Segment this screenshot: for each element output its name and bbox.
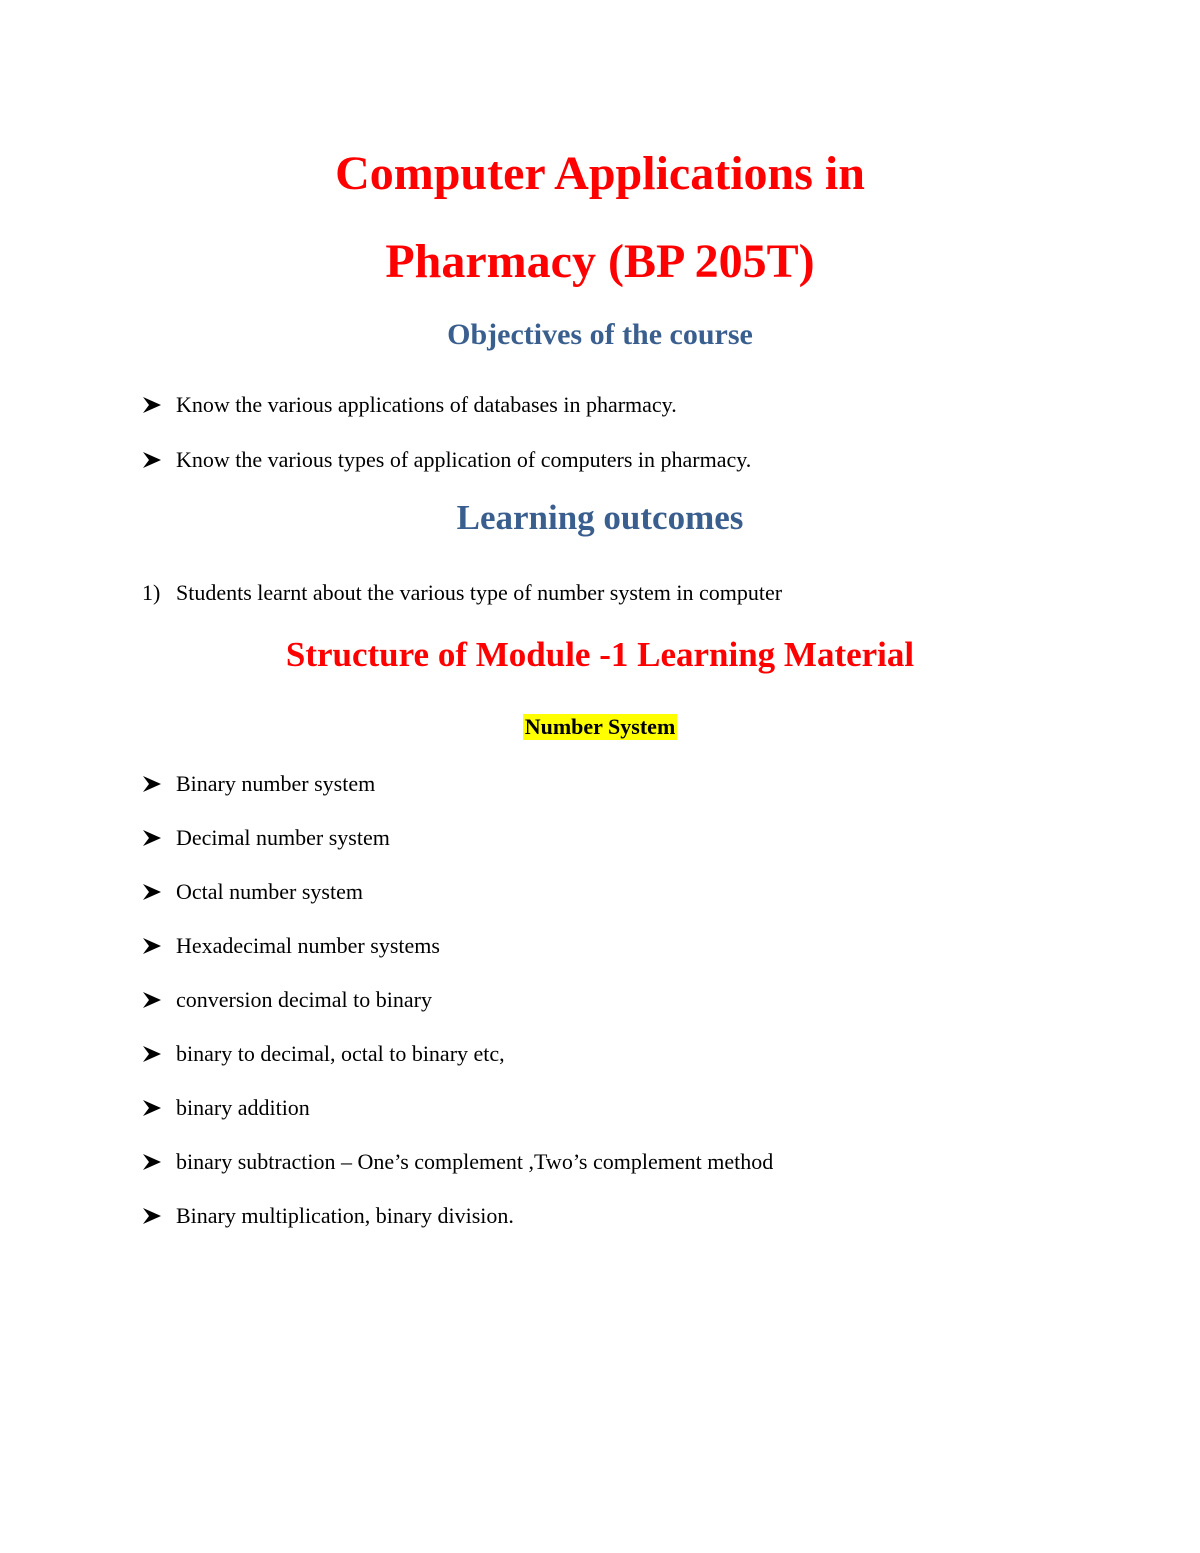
structure-item: Octal number system xyxy=(142,881,363,903)
arrow-bullet-icon xyxy=(142,827,176,849)
number-system-subheading: Number System xyxy=(524,714,676,739)
arrow-bullet-icon xyxy=(142,935,176,957)
objectives-heading: Objectives of the course xyxy=(447,318,753,351)
arrow-bullet-icon xyxy=(142,449,176,471)
structure-item: binary addition xyxy=(142,1097,310,1119)
structure-item: Binary multiplication, binary division. xyxy=(142,1205,514,1227)
structure-item: Hexadecimal number systems xyxy=(142,935,440,957)
structure-item: Decimal number system xyxy=(142,827,390,849)
document-title-line-1: Computer Applications in xyxy=(335,147,865,200)
arrow-bullet-icon xyxy=(142,881,176,903)
structure-item: binary subtraction – One’s complement ,Two’s complement method xyxy=(142,1151,773,1173)
arrow-bullet-icon xyxy=(142,1097,176,1119)
structure-item: Binary number system xyxy=(142,773,375,795)
arrow-bullet-icon xyxy=(142,1151,176,1173)
arrow-bullet-icon xyxy=(142,1205,176,1227)
arrow-bullet-icon xyxy=(142,773,176,795)
structure-item: conversion decimal to binary xyxy=(142,989,432,1011)
objective-item: Know the various types of application of computers in pharmacy. xyxy=(142,449,751,471)
arrow-bullet-icon xyxy=(142,394,176,416)
objective-item: Know the various applications of databases in pharmacy. xyxy=(142,394,677,416)
structure-heading: Structure of Module -1 Learning Material xyxy=(285,635,915,674)
outcome-number: 1) xyxy=(142,580,161,605)
learning-outcomes-heading: Learning outcomes xyxy=(456,498,744,537)
structure-item: binary to decimal, octal to binary etc, xyxy=(142,1043,505,1065)
arrow-bullet-icon xyxy=(142,1043,176,1065)
document-title-line-2: Pharmacy (BP 205T) xyxy=(385,235,815,288)
outcome-item: 1) Students learnt about the various type of number system in computer xyxy=(142,580,783,605)
arrow-bullet-icon xyxy=(142,989,176,1011)
